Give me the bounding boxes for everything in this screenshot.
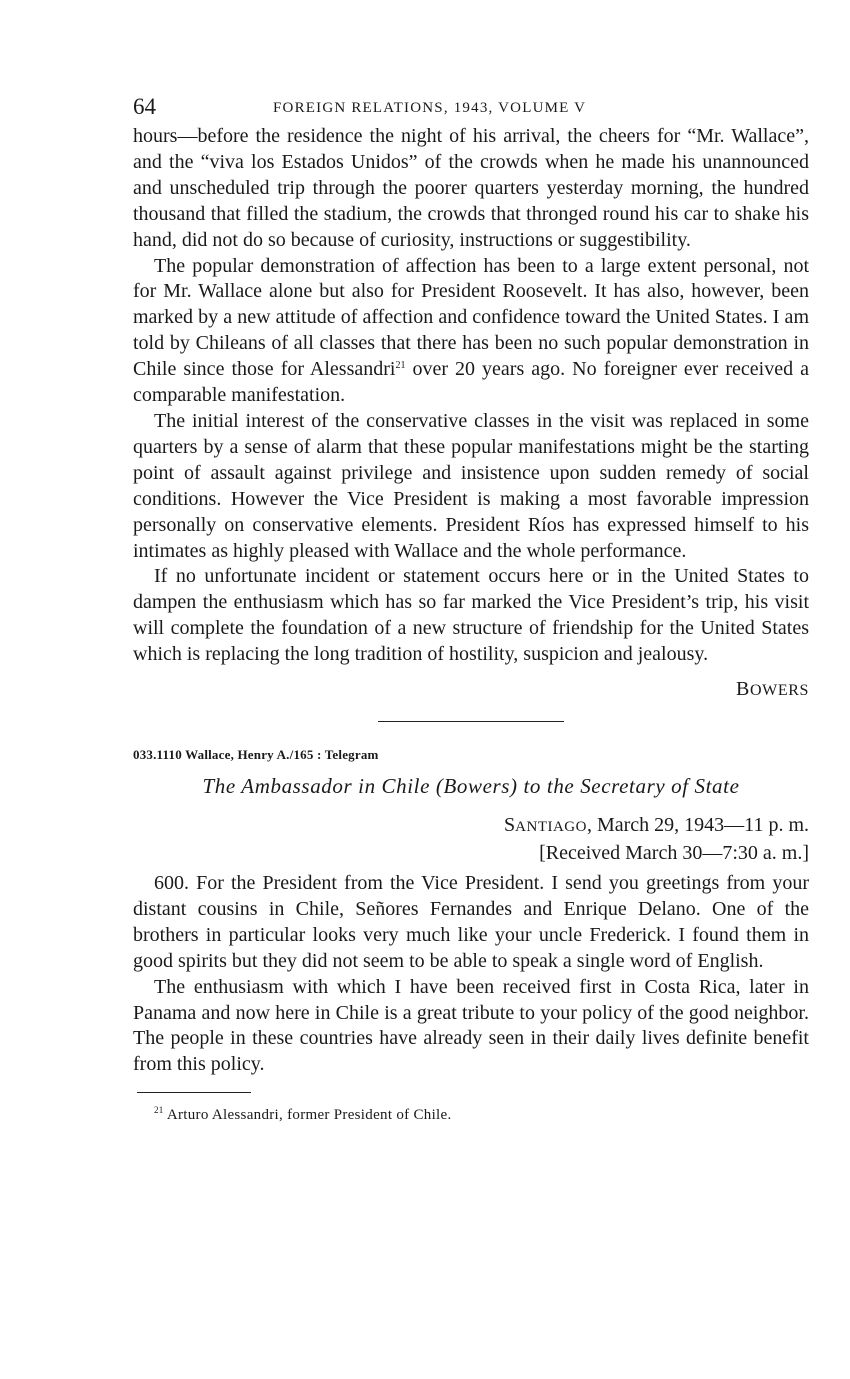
page-number: 64 bbox=[133, 94, 156, 119]
running-head-title: FOREIGN RELATIONS, 1943, VOLUME V bbox=[273, 100, 587, 116]
footnote-reference: 21 bbox=[395, 360, 406, 372]
signature-rest: OWERS bbox=[750, 682, 809, 700]
footnote-rule bbox=[137, 1092, 251, 1093]
paragraph: hours—before the residence the night of his arrival, the cheers for “Mr. Wallace”, and the “viva los Estados Unidos” of the crowds when he made his unannounced and unscheduled trip through the poorer quarters yesterday morning, the hundred thousand that filled the stadium, the crowds that thronged round his car to shake his hand, did not do so because of curiosity, instructions or suggestibility. bbox=[133, 125, 809, 251]
paragraph bbox=[133, 254, 809, 409]
section-divider bbox=[378, 721, 564, 722]
paragraph: 600. For the President from the Vice President. I send you greetings from your distant cousins in Chile, Señores Fernandes and Enrique Delano. One of the brothers in particular looks very much like your uncle Frederick. I found them in good spirits but they did not seem to be able to speak a single word of English. bbox=[133, 872, 809, 972]
footnote-number: 21 bbox=[154, 1105, 164, 1116]
signature bbox=[133, 678, 809, 702]
footnote bbox=[154, 1105, 809, 1125]
paragraph: If no unfortunate incident or statement occurs here or in the United States to dampen the enthusiasm which has so far marked the Vice President’s trip, his visit will complete the foundation of a new structure of friendship for the United States which is replacing the long tradition of hostility, suspicion and jealousy. bbox=[133, 565, 809, 666]
telegram-body bbox=[133, 871, 809, 1078]
paragraph: The enthusiasm with which I have been received first in Costa Rica, later in Panama and now here in Chile is a great tribute to your policy of the good neighbor. The people in these countries have already seen in their daily lives definite benefit from this policy. bbox=[133, 975, 809, 1076]
running-head bbox=[133, 92, 809, 124]
dateline bbox=[133, 812, 809, 866]
document-title: The Ambassador in Chile (Bowers) to the Secretary of State bbox=[202, 774, 740, 799]
place-rest: ANTIAGO bbox=[515, 819, 587, 836]
file-reference: 033.1110 Wallace, Henry A./165 : Telegram bbox=[133, 747, 379, 763]
sent-line bbox=[133, 812, 809, 840]
paragraph: The initial interest of the conservative classes in the visit was replaced in some quarters by a sense of alarm that these popular manifestations might be the starting point of assault against privilege and insistence upon sudden remedy of social conditions. However the Vice President is making a most favorable impression personally on conservative elements. President Ríos has expressed himself to his intimates as highly pleased with Wallace and the whole performance. bbox=[133, 409, 809, 562]
place-initial: S bbox=[504, 814, 516, 837]
received-line: [Received March 30—7:30 a. m.] bbox=[539, 842, 809, 865]
document-page bbox=[133, 92, 809, 1125]
paragraph-text: The popular demonstration of affection has been to a large extent personal, not for Mr. Wallace alone but also for President Roosevelt. It has also, however, been marked by a new attitude of affection and confidence toward the United States. I am told by Chileans of all classes that there has been no such popular demonstration in Chile since those for Alessandri bbox=[133, 254, 809, 381]
letter-body bbox=[133, 124, 809, 668]
footnote-text: Arturo Alessandri, former President of Chile. bbox=[166, 1107, 452, 1124]
sent-date: , March 29, 1943—11 p. m. bbox=[586, 814, 809, 837]
paragraph-text: over 20 years ago. No foreigner ever received a comparable manifestation. bbox=[133, 358, 809, 407]
signature-initial: B bbox=[736, 678, 750, 701]
